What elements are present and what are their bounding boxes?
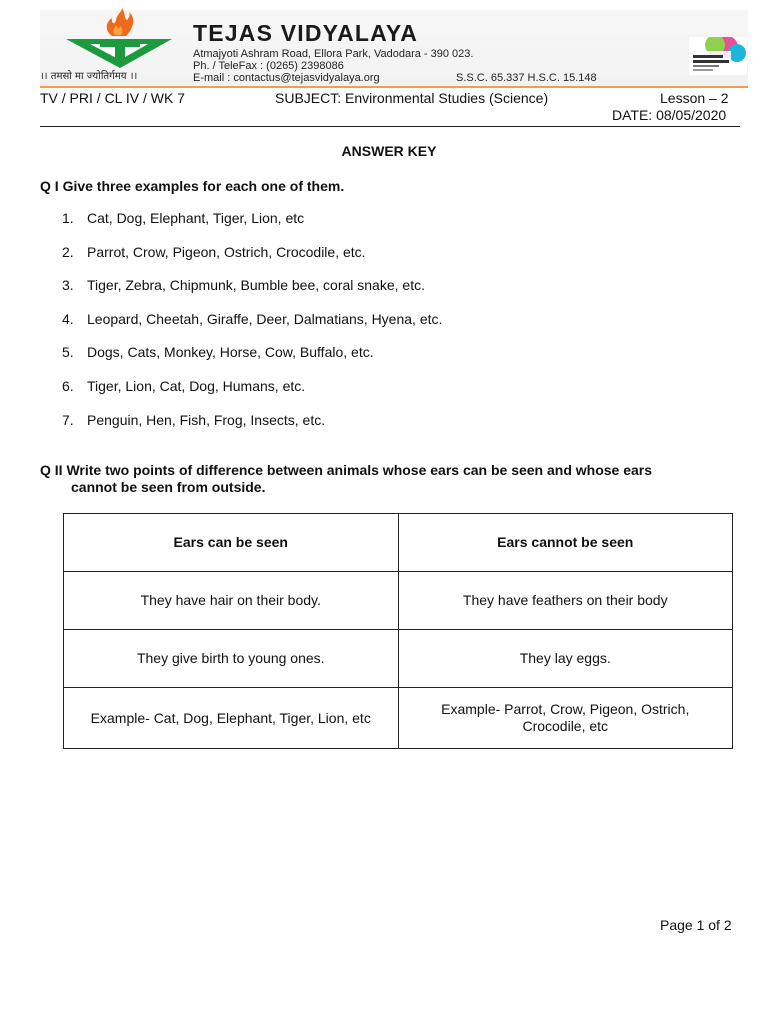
school-motto: ।। तमसो मा ज्योतिर्गमय ।। (40, 71, 138, 82)
table-cell: They have feathers on their body (398, 572, 733, 630)
list-item (62, 378, 722, 412)
list-item-text: Penguin, Hen, Fish, Frog, Insects, etc. (87, 411, 326, 428)
table-header-row (64, 514, 733, 572)
list-item-text: Cat, Dog, Elephant, Tiger, Lion, etc (87, 210, 305, 226)
list-item-number: 7. (62, 411, 74, 428)
question-1-text: Give three examples for each one of them. (62, 178, 345, 194)
school-email: E-mail : contactus@tejasvidyalaya.org (193, 72, 380, 84)
table-cell: They have hair on their body. (64, 572, 399, 630)
list-item-number: 5. (62, 344, 74, 361)
question-2-text-continued: cannot be seen from outside. (71, 479, 266, 495)
question-2-label: Q II (40, 462, 63, 478)
lesson-label: Lesson – 2 (660, 90, 729, 106)
list-item (62, 244, 722, 278)
school-name: TEJAS VIDYALAYA (193, 20, 419, 46)
international-school-award-badge (689, 37, 747, 75)
list-item-number: 4. (62, 310, 74, 327)
header-rule-orange (40, 86, 748, 88)
page-title: ANSWER KEY (341, 143, 437, 159)
list-item (62, 412, 722, 446)
table-header-cell: Ears can be seen (64, 514, 399, 572)
list-item-number: 1. (62, 210, 74, 226)
table-row (64, 572, 733, 630)
table-cell: They give birth to young ones. (64, 630, 399, 688)
list-item-text: Dogs, Cats, Monkey, Horse, Cow, Buffalo, etc. (87, 344, 374, 361)
list-item (62, 311, 722, 345)
table-header-cell: Ears cannot be seen (398, 514, 733, 572)
list-item-text: Parrot, Crow, Pigeon, Ostrich, Crocodile, etc. (87, 243, 366, 260)
page-number: Page 1 of 2 (660, 917, 732, 933)
date-label: DATE: 08/05/2020 (612, 107, 727, 123)
list-item (62, 277, 722, 311)
ears-comparison-table (63, 513, 733, 749)
list-item-number: 6. (62, 377, 74, 394)
list-item (62, 210, 722, 244)
question-2-text: Write two points of difference between animals whose ears can be seen and whose ears (66, 462, 653, 478)
list-item-number: 3. (62, 277, 74, 294)
table-cell: Example- Parrot, Crow, Pigeon, Ostrich, Crocodile, etc (398, 688, 733, 749)
subject-label: SUBJECT: Environmental Studies (Science) (275, 90, 549, 106)
table-row (64, 688, 733, 749)
table-cell: Example- Cat, Dog, Elephant, Tiger, Lion, etc (64, 688, 399, 749)
list-item (62, 344, 722, 378)
question-1 (40, 178, 740, 195)
class-info: TV / PRI / CL IV / WK 7 (40, 90, 185, 106)
table-row (64, 630, 733, 688)
board-codes: S.S.C. 65.337 H.S.C. 15.148 (456, 72, 597, 84)
list-item-text: Tiger, Lion, Cat, Dog, Humans, etc. (87, 377, 306, 394)
question-1-label: Q I (40, 178, 59, 194)
school-phone: Ph. / TeleFax : (0265) 2398086 (193, 60, 344, 72)
header-rule (40, 126, 740, 127)
list-item-text: Tiger, Zebra, Chipmunk, Bumble bee, coral snake, etc. (87, 277, 425, 294)
school-logo (60, 8, 176, 70)
table-cell: They lay eggs. (398, 630, 733, 688)
question-1-answers (62, 210, 722, 445)
list-item-number: 2. (62, 243, 74, 260)
school-address: Atmajyoti Ashram Road, Ellora Park, Vadodara - 390 023. (193, 48, 474, 60)
question-2 (40, 462, 740, 496)
list-item-text: Leopard, Cheetah, Giraffe, Deer, Dalmatians, Hyena, etc. (87, 310, 443, 327)
